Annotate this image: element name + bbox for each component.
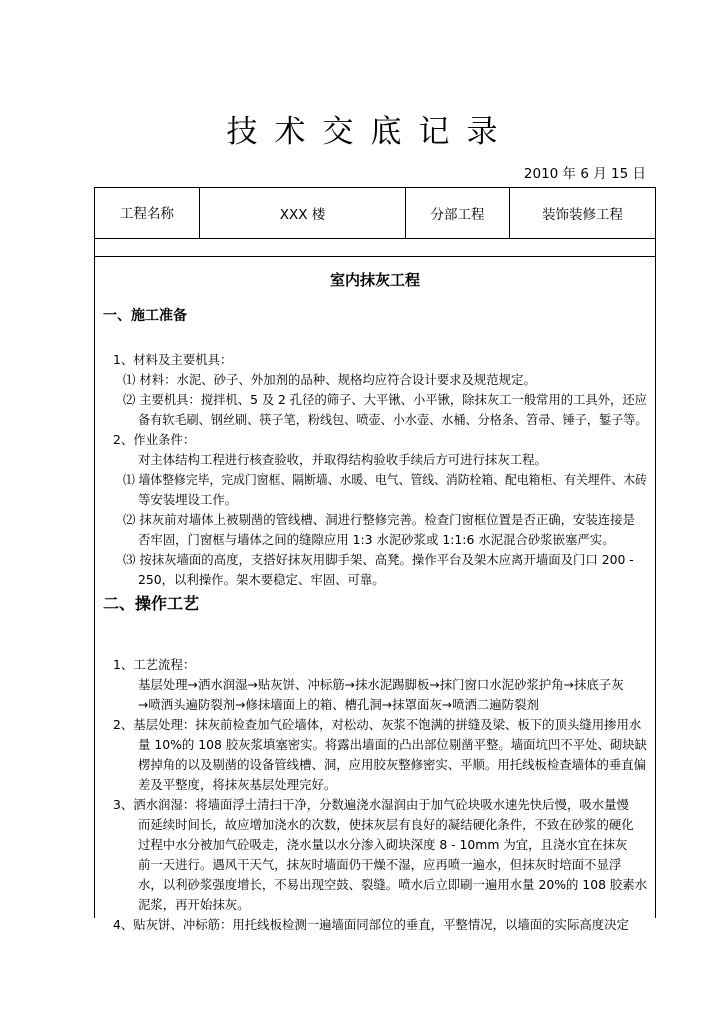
text-line: 1、工艺流程： <box>113 657 196 672</box>
division-value: 装饰装修工程 <box>542 207 623 223</box>
text-line: 楞掉角的以及剔凿的设备管线槽、洞，应用胶灰整修密实、平顺。用托线板检查墙体的垂直偏 <box>138 757 647 772</box>
header-row <box>95 188 655 239</box>
text-line: 差及平整度，将抹灰基层处理完好。 <box>138 777 337 792</box>
text-line: 基层处理→洒水润湿→贴灰饼、冲标筋→抹水泥踢脚板→抹门窗口水泥砂浆护角→抹底子灰 <box>138 677 624 692</box>
text-line: 而延续时间长，故应增加浇水的次数，使抹灰层有良好的凝结硬化条件，不致在砂浆的硬化 <box>138 817 634 832</box>
text-line: →喷洒头遍防裂剂→修抹墙面上的箱、槽孔洞→抹罩面灰→喷洒二遍防裂剂 <box>138 697 539 712</box>
section-heading: 二、操作工艺 <box>103 594 200 613</box>
text-line: 水，以利砂浆强度增长，不易出现空鼓、裂缝。喷水后立即刷一遍用水量 20%的 108 胶素水 <box>138 877 648 892</box>
text-line: 过程中水分被加气砼吸走，浇水量以水分渗入砌块深度 8 - 10mm 为宜，且浇水宜在抹灰 <box>138 837 628 852</box>
text-line: ⑶ 按抹灰墙面的高度，支搭好抹灰用脚手架、高凳。操作平台及架木应离开墙面及门口 200 - <box>123 552 634 567</box>
empty-row <box>95 239 655 257</box>
project-name-value: XXX 楼 <box>200 188 406 238</box>
section-heading: 一、施工准备 <box>103 308 187 324</box>
text-line: 1、材料及主要机具： <box>113 352 233 367</box>
record-table <box>94 187 656 932</box>
text-line: ⑵ 主要机具：搅拌机、5 及 2 孔径的筛子、大平锹、小平锹，除抹灰工一般常用的工具外，还应 <box>123 392 647 407</box>
document-date: 2010 年 6 月 15 日 <box>523 166 646 182</box>
text-line: 2、基层处理：抹灰前检查加气砼墙体，对松动、灰浆不饱满的拼缝及梁、板下的顶头缝用掺用水 <box>113 717 642 732</box>
text-line: ⑴ 材料：水泥、砂子、外加剂的品种、规格均应符合设计要求及规范规定。 <box>123 372 536 387</box>
text-line: 泥浆，再开始抹灰。 <box>138 897 250 912</box>
text-line: ⑵ 抹灰前对墙体上被剔凿的管线槽、洞进行整修完善。检查门窗框位置是否正确，安装连接是 <box>123 512 635 527</box>
text-line: ⑴ 墙体整修完毕，完成门窗框、隔断墙、水暖、电气、管线、消防栓箱、配电箱柜、有关埋件、木砖 <box>123 472 647 487</box>
text-line: 250，以利操作。架木要稳定、牢固、可靠。 <box>138 572 385 587</box>
project-name-label: 工程名称 <box>95 188 200 238</box>
document-title: 技术交底记录 <box>226 114 515 150</box>
text-line: 备有软毛刷、钢丝刷、筷子笔，粉线包、喷壶、小水壶、水桶、分格条、笤帚、锤子，錾子等。 <box>138 412 648 427</box>
text-line: 量 10%的 108 胶灰浆填塞密实。将露出墙面的凸出部位剔凿平整。墙面坑凹不平处、砌块缺 <box>138 737 648 752</box>
text-line: 否牢固，门窗框与墙体之间的缝隙应用 1:3 水泥砂浆或 1:1:6 水泥混合砂浆嵌塞严实。 <box>138 532 615 547</box>
text-line: 2、作业条件： <box>113 432 196 447</box>
text-line: 3、洒水润湿：将墙面浮土清扫干净，分数遍浇水湿润由于加气砼块吸水速先快后慢，吸水量慢 <box>113 797 629 812</box>
text-line: 对主体结构工程进行核查验收，并取得结构验收手续后方可进行抹灰工程。 <box>138 452 547 467</box>
text-line: 等安装埋设工作。 <box>138 492 238 507</box>
text-line: 4、贴灰饼、冲标筋：用托线板检测一遍墙面同部位的垂直，平整情况，以墙面的实际高度决定 <box>113 917 629 932</box>
content-title: 室内抹灰工程 <box>329 271 420 289</box>
text-line: 前一天进行。遇风干天气，抹灰时墙面仍干燥不湿，应再喷一遍水，但抹灰时培面不显浮 <box>138 857 622 872</box>
division-label: 分部工程 <box>406 188 510 238</box>
